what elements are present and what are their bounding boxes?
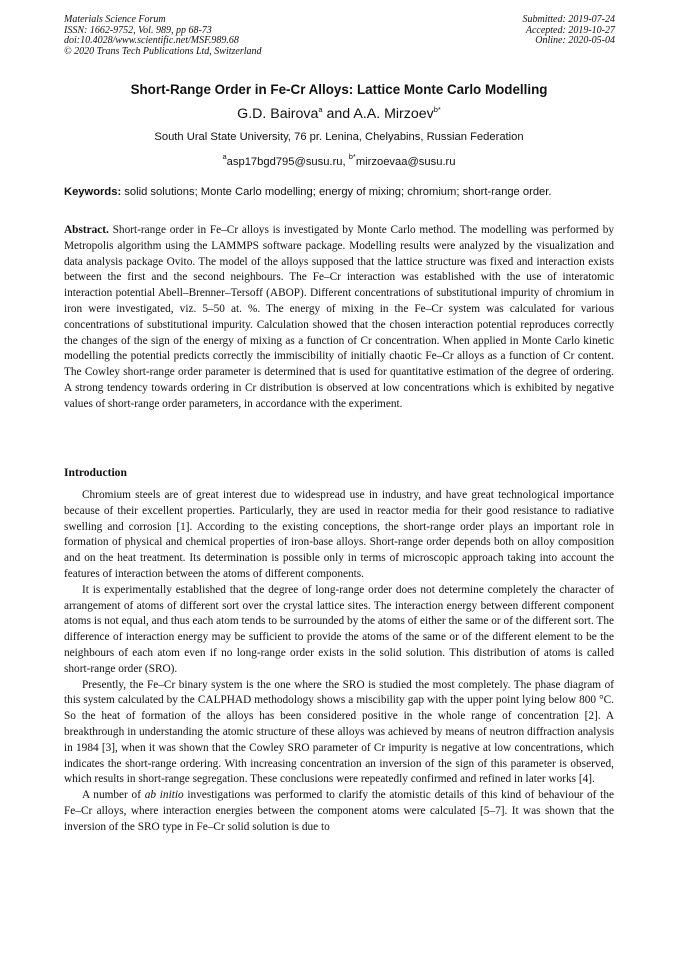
author-name: G.D. Bairova bbox=[237, 106, 319, 122]
journal-header bbox=[64, 15, 262, 57]
email-address: mirzoevaa@susu.ru bbox=[355, 156, 456, 168]
online-date: Online: 2020-05-04 bbox=[535, 35, 615, 47]
email-superscript: a bbox=[222, 152, 227, 161]
paragraph-text: A number of bbox=[82, 789, 145, 802]
author-superscript: b* bbox=[433, 105, 441, 114]
email-address: asp17bgd795@susu.ru, bbox=[226, 156, 349, 168]
author-name: A.A. Mirzoev bbox=[353, 106, 434, 122]
abstract-label: Abstract. bbox=[64, 224, 109, 236]
paragraph: It is experimentally established that the degree of long-range order does not determine completely the character of arrangement of atoms of different sort over the crystal lattice sites. The interaction energy between different component atoms is not equal, and thus each atom tends to be surrounded by the atoms of either the same or of the different sort. The difference of interaction energy may be sufficient to provide the atoms of the same or of the different element to be the neighbours of each atom even if no long-range order exists in the solid solution. This distribution of atoms is called short-range order (SRO). bbox=[64, 583, 614, 675]
journal-issn: ISSN: 1662-9752, Vol. 989, pp 68-73 bbox=[64, 24, 212, 36]
submitted-date: Submitted: 2019-07-24 bbox=[522, 14, 615, 25]
keywords-text: solid solutions; Monte Carlo modelling; energy of mixing; chromium; short-range order. bbox=[121, 186, 552, 198]
accepted-date: Accepted: 2019-10-27 bbox=[525, 24, 615, 36]
author-list bbox=[0, 105, 678, 122]
email-superscript: b* bbox=[348, 152, 356, 161]
keywords-label: Keywords: bbox=[64, 186, 122, 198]
journal-name: Materials Science Forum bbox=[64, 14, 166, 25]
author-emails bbox=[0, 152, 678, 168]
abstract bbox=[64, 223, 614, 413]
paragraph: Chromium steels are of great interest due to widespread use in industry, and have great technological importance because of their excellent properties. Particularly, they are used in reactor media for their good resistance to radiative swelling and corrosion [1]. According to the existing conceptions, the short-range order plays an important role in formation of physical and chemical properties of iron-base alloys. Short-range order depends both on alloy composition and on the heat treatment. Its determination is possible only in terms of microscopic approach taking into account the features of interaction between the atoms of different components. bbox=[64, 489, 614, 580]
affiliation: South Ural State University, 76 pr. Lenina, Chelyabins, Russian Federation bbox=[154, 131, 524, 143]
abstract-text: Short-range order in Fe–Cr alloys is investigated by Monte Carlo method. The modelling was performed by Metropolis algorithm using the LAMMPS software package. Modelling results were analyzed by the visualization and data analysis package Ovito. The model of the alloys supposed that the lattice structure was fixed and interaction exists between the first and the second neighbours. The Fe–Cr interaction was established with the use of interatomic interaction potential Abell–Brenner–Tersoff (ABOP). Different concentrations of substitutional impurity of chromium in iron were investigated, viz. 5–50 at. %. The energy of mixing in the Fe–Cr system was calculated for various concentrations of substitutional impurity. Calculation showed that the chosen interaction potential reproduces correctly the changes of the sign of the energy of mixing as a function of Cr concentration. When applied in Monte Carlo kinetic modelling the potential predicts correctly the immiscibility of initially chaotic Fe–Cr alloys as a function of Cr content. The Cowley short-range order parameter is determined that is used for quantitative estimation of the degree of ordering. A strong tendency towards ordering in Cr distribution is observed at low concentrations which is exhibited by negative values of short-range order parameters, in accordance with the experiment. bbox=[64, 224, 614, 410]
author-superscript: a bbox=[318, 105, 323, 114]
italic-term: ab initio bbox=[144, 789, 184, 802]
paragraph bbox=[64, 788, 614, 835]
journal-doi: doi:10.4028/www.scientific.net/MSF.989.68 bbox=[64, 35, 239, 47]
author-conjunction: and bbox=[322, 106, 354, 122]
publication-dates bbox=[523, 15, 616, 47]
paper-title: Short-Range Order in Fe-Cr Alloys: Lattice Monte Carlo Modelling bbox=[130, 82, 548, 97]
introduction-body bbox=[64, 488, 614, 836]
keywords bbox=[64, 186, 616, 198]
paragraph-text: investigations was performed to clarify the atomistic details of this kind of behaviour of the Fe–Cr alloys, where interaction energies between the component atoms were calculated [5–7]. It was shown that the inversion of the SRO type in Fe–Cr solid solution is due to bbox=[64, 789, 614, 833]
journal-copyright: © 2020 Trans Tech Publications Ltd, Switzerland bbox=[64, 45, 262, 57]
section-heading: Introduction bbox=[64, 466, 127, 479]
paragraph: Presently, the Fe–Cr binary system is the one where the SRO is studied the most completely. The phase diagram of this system calculated by the CALPHAD methodology shows a miscibility gap with the upper point lying below 800 °C. So the heat of formation of the alloys has been considered positive in the whole range of concentration [2]. A breakthrough in understanding the atomic structure of these alloys was achieved by means of neutron diffraction analysis in 1984 [3], when it was shown that the Cowley SRO parameter of Cr impurity is negative at low concentrations, which indicates the short-range ordering. With increasing concentration an inversion of the sign of this parameter is observed, which results in short-range segregation. These conclusions were repeatedly confirmed and refined in later works [4]. bbox=[64, 678, 614, 786]
